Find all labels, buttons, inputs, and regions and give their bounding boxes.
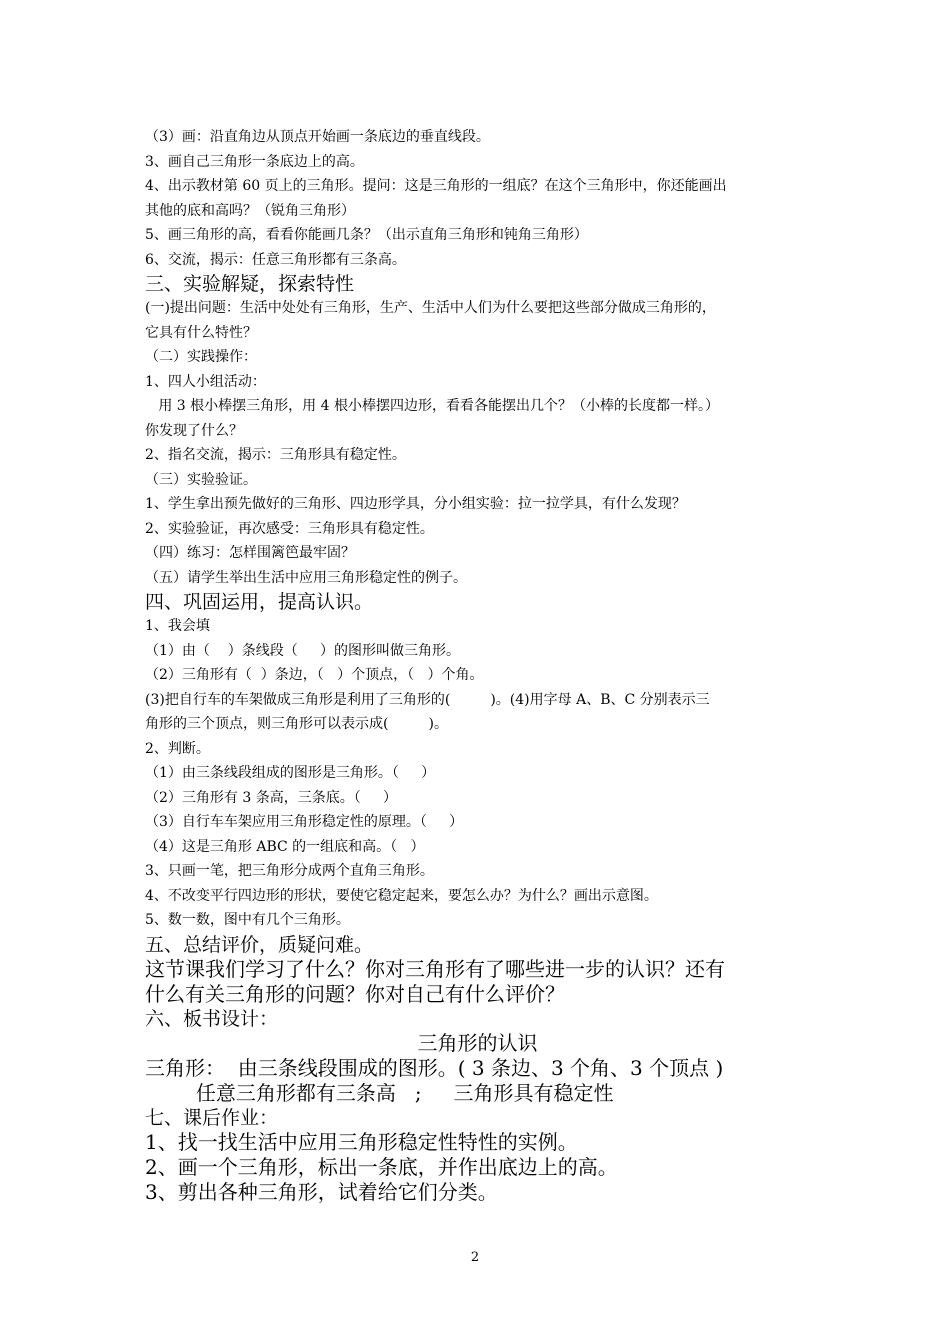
text-line: （1）由（ ）条线段（ ）的图形叫做三角形。 [145, 642, 460, 659]
text-line: （三）实验验证。 [145, 471, 257, 488]
text-line: （2）三角形有（ ）条边，（ ）个顶点，（ ）个角。 [145, 667, 484, 683]
text-line: （1）由三条线段组成的图形是三角形。（ ） [145, 765, 436, 781]
text-line: 2、画一个三角形，标出一条底，并作出底边上的高。 [145, 1154, 618, 1179]
text-line: 2、指名交流，揭示：三角形具有稳定性。 [145, 447, 406, 463]
text-line: （2）三角形有 3 条高，三条底。（ ） [145, 789, 397, 806]
text-line: 2、实验验证，再次感受：三角形具有稳定性。 [145, 520, 434, 537]
document-body [145, 125, 810, 1205]
text-line: 任意三角形都有三条高 ; 三角形具有稳定性 [145, 1080, 614, 1105]
section-heading: 三、实验解疑，探索特性 [145, 273, 355, 295]
section-heading: 七、课后作业： [145, 1106, 279, 1129]
text-line: 它具有什么特性？ [145, 324, 257, 341]
text-line: 角形的三个顶点，则三角形可以表示成( )。 [145, 716, 448, 732]
text-line: 3、画自己三角形一条底边上的高。 [145, 153, 364, 170]
text-line: 5、画三角形的高，看看你能画几条？（出示直角三角形和钝角三角形） [145, 227, 588, 243]
text-line: （五）请学生举出生活中应用三角形稳定性的例子。 [145, 569, 467, 586]
text-line: 用 3 根小棒摆三角形，用 4 根小棒摆四边形，看看各能摆出几个？（小棒的长度都一样。） [145, 398, 719, 414]
section-heading: 五、总结评价，质疑问难。 [145, 933, 374, 956]
text-line: (3)把自行车的车架做成三角形是利用了三角形的( )。(4)用字母 A、B、C 分别表示三 [145, 691, 710, 708]
text-line: 1、四人小组活动： [145, 373, 266, 390]
section-heading: 四、巩固运用，提高认识。 [145, 591, 374, 613]
text-line: 1、找一找生活中应用三角形稳定性特性的实例。 [145, 1129, 578, 1154]
text-line: 4、不改变平行四边形的形状，要使它稳定起来，要怎么办？为什么？画出示意图。 [145, 887, 658, 904]
text-line: 3、只画一笔，把三角形分成两个直角三角形。 [145, 863, 434, 879]
text-line: （4）这是三角形 ABC 的一组底和高。（ ） [145, 838, 425, 855]
text-line: 4、出示教材第 60 页上的三角形。提问：这是三角形的一组底？在这个三角形中，你还能画出 [145, 178, 727, 194]
text-line: 三角形的认识 [417, 1030, 538, 1055]
page-number: 2 [470, 1250, 480, 1265]
text-line: 什么有关三角形的问题？你对自己有什么评价？ [145, 981, 565, 1006]
text-line: （二）实践操作： [145, 349, 257, 365]
text-line: （四）练习：怎样围篱笆最牢固？ [145, 545, 355, 561]
text-line: 1、我会填 [145, 618, 210, 634]
text-line: （3）自行车车架应用三角形稳定性的原理。（ ） [145, 814, 464, 830]
text-line: 1、学生拿出预先做好的三角形、四边形学具，分小组实验：拉一拉学具，有什么发现？ [145, 496, 686, 512]
text-line: 其他的底和高吗？（锐角三角形） [145, 202, 355, 219]
text-line: (一)提出问题：生活中处处有三角形，生产、生活中人们为什么要把这些部分做成三角形的， [145, 300, 716, 316]
text-line: 三角形： 由三条线段围成的图形。( 3 条边、3 个角、3 个顶点 ) [145, 1055, 724, 1080]
text-line: 2、判断。 [145, 740, 210, 757]
text-line: 5、数一数，图中有几个三角形。 [145, 912, 350, 928]
section-heading: 六、板书设计： [145, 1007, 279, 1030]
text-line: 你发现了什么？ [145, 422, 243, 439]
text-line: 3、剪出各种三角形，试着给它们分类。 [145, 1179, 498, 1204]
text-line: 这节课我们学习了什么？你对三角形有了哪些进一步的认识？还有 [145, 956, 725, 981]
text-line: 6、交流，揭示：任意三角形都有三条高。 [145, 251, 406, 268]
text-line: （3）画：沿直角边从顶点开始画一条底边的垂直线段。 [145, 129, 490, 145]
